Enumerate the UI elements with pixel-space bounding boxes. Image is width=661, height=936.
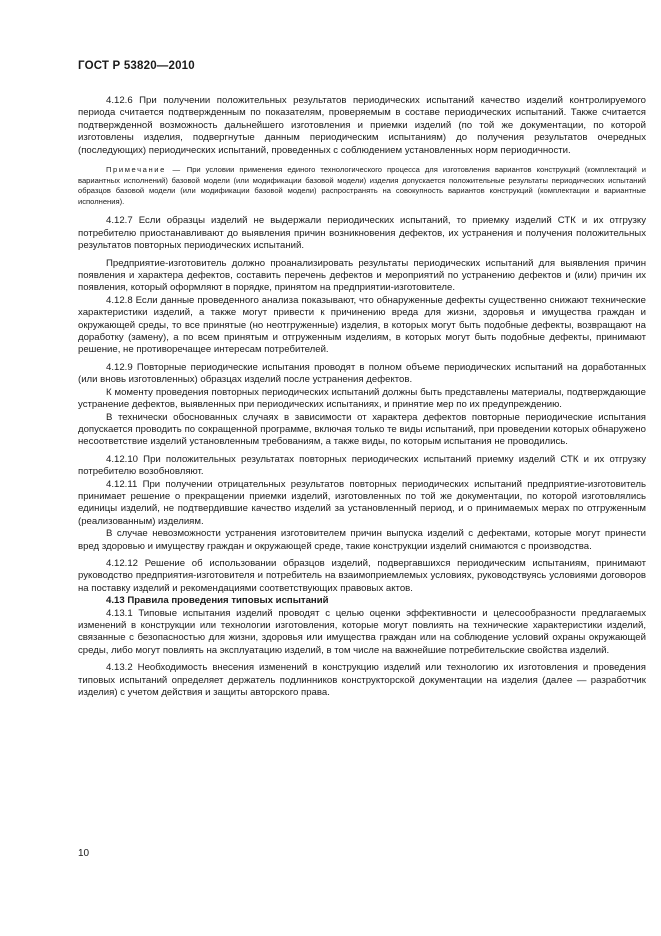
document-body: [78, 95, 646, 699]
paragraph-4-12-10: 4.12.10 При положительных результатах повторных периодических испытаний приемку изделий СТК и их отгрузку потребителю возобновляют.: [78, 453, 646, 478]
document-header: ГОСТ Р 53820—2010: [78, 60, 195, 72]
note-text: При условии применения единого технологического процесса для изготовления вариантов конструкций (комплектаций и вариантных исполнений) базовой модели (или модификации базовой модели) изделия допускается положительные результаты периодических испытаний образцов базовой модели (или модификации базовой модели) распространять на совокупность вариантов конструкций (комплектации и вариантные исполнения).: [78, 165, 646, 206]
section-heading-4-13: 4.13 Правила проведения типовых испытаний: [106, 595, 329, 607]
paragraph-4-12-11: 4.12.11 При получении отрицательных результатов повторных периодических испытаний предприятие-изготовитель принимает решение о прекращении приемки изделий, изготовленных по той же документации, по которой изготовлялись единицы изделий, не подтвердившие качество изделий за установленный период, и о принимаемых мерах по отгруженным (реализованным) изделиям.: [78, 478, 646, 527]
paragraph-4-12-7: 4.12.7 Если образцы изделий не выдержали периодических испытаний, то приемку изделий СТК и их отгрузку потребителю приостанавливают до выявления причин возникновения дефектов, их устранения и получения положительных результатов повторных периодических испытаний.: [78, 215, 646, 252]
paragraph-4-13-1: 4.13.1 Типовые испытания изделий проводят с целью оценки эффективности и целесообразности предлагаемых изменений в конструкции или технологии изготовления, которые могут повлиять на технические характеристики изделий, связанные с безопасностью для жизни, здоровья или имущества граждан или на соблюдение условий охраны окружающей среды, либо могут повлиять на эксплуатацию изделий, в том числе на важнейшие потребительские свойства изделий.: [78, 607, 646, 656]
paragraph-4-12-9: 4.12.9 Повторные периодические испытания проводят в полном объеме периодических испытаний на доработанных (или вновь изготовленных) образцах изделий после устранения дефектов.: [78, 361, 646, 386]
paragraph-removal: В случае невозможности устранения изготовителем причин выпуска изделий с дефектами, которые могут принести вред здоровью и имуществу граждан и окружающей среде, такие конструкции изделий снимаются с производства.: [78, 528, 646, 552]
paragraph-materials: К моменту проведения повторных периодических испытаний должны быть представлены материалы, подтверждающие устранение дефектов, выявленных при периодических испытаниях, и принятие мер по их предупреждению.: [78, 386, 646, 411]
paragraph-4-12-6: 4.12.6 При получении положительных результатов периодических испытаний качество изделий контролируемого периода считается подтвержденным по показателям, проверяемым в составе периодических испытаний. Также считается подтвержденной возможность дальнейшего изготовления и приемки изделий (по той же документации, по которой изготовлены изделия, подвергнутые данным периодическим испытаниям) до получения результатов очередных (последующих) периодических испытаний, проведенных с соблюдением установленных норм периодичности.: [78, 95, 646, 156]
paragraph-analysis: Предприятие-изготовитель должно проанализировать результаты периодических испытаний для выявления причин появления и характера дефектов, составить перечень дефектов и мероприятий по устранению дефектов и (или) причин их появления, который оформляют в порядке, принятом на предприятии-изготовителе.: [78, 257, 646, 294]
paragraph-4-12-12: 4.12.12 Решение об использовании образцов изделий, подвергавшихся периодическим испытаниям, принимают руководство предприятия-изготовителя и потребитель на взаимоприемлемых условиях, руководствуясь условиями договоров на поставку изделий и рекомендациями соответствующих правовых актов.: [78, 557, 646, 594]
note-label: Примечание —: [106, 165, 182, 175]
paragraph-4-13-2: 4.13.2 Необходимость внесения изменений в конструкцию изделий или технологию их изготовления и проведения типовых испытаний определяет держатель подлинников конструкторской документации на изделия (далее — разработчик изделия) с учетом действия и защиты авторского права.: [78, 662, 646, 699]
paragraph-reduced-program: В технически обоснованных случаях в зависимости от характера дефектов повторные периодические испытания допускается проводить по сокращенной программе, включая только те виды испытаний, при проведении которых обнаружено несоответствие изделий установленным требованиям, а также виды, по которым испытания не проводились.: [78, 411, 646, 448]
page-number: 10: [78, 848, 90, 859]
note: [78, 165, 646, 207]
paragraph-4-12-8: 4.12.8 Если данные проведенного анализа показывают, что обнаруженные дефекты существенно снижают технические характеристики изделий, а также могут привести к причинению вреда для жизни, здоровья и имущества граждан и окружающей среды, то все принятые (но неотгруженные) изделия, в которых могут быть подобные дефекты, возвращают на доработку (замену), а по всем принятым и отгруженным изделиям, в которых могут быть подобные дефекты, принимают решение, не противоречащее интересам потребителей.: [78, 294, 646, 356]
